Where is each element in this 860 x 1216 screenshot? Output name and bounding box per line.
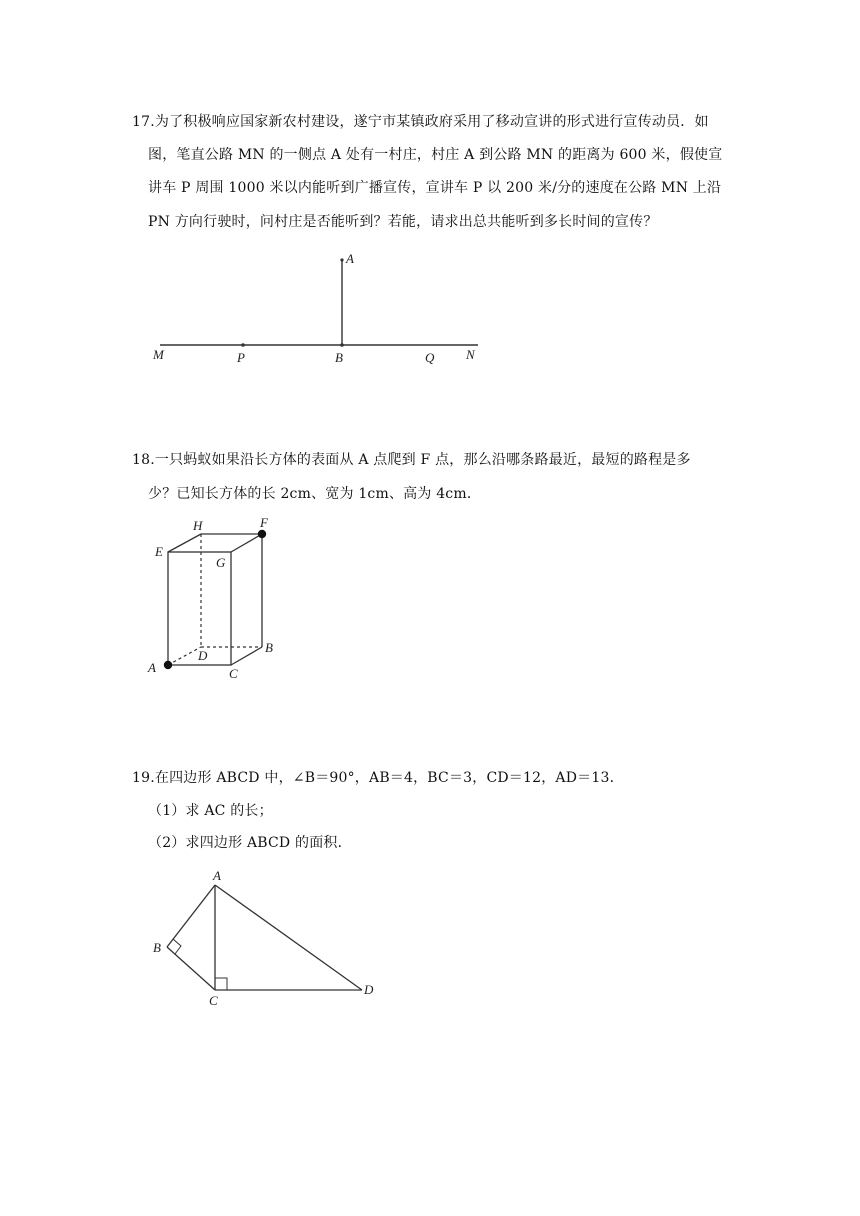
label-e: E [155,544,163,559]
label-d: D [364,982,374,997]
label-p: P [237,350,245,365]
segment-ab [167,885,215,947]
problem-19-part-2: （2）求四边形 ABCD 的面积． [148,835,352,851]
problem-18-line-2: 少？已知长方体的长 2cm、宽为 1cm、高为 4cm． [148,486,482,502]
segment-ad [215,885,362,990]
label-f: F [260,515,268,530]
label-h: H [193,518,203,533]
label-b: B [265,640,273,655]
label-d: D [198,648,208,663]
segment-bc [167,947,215,990]
label-c: C [229,666,238,681]
problem-17-number: 17. [132,114,155,130]
label-m: M [153,347,164,362]
label-b: B [335,350,343,365]
problem-18-number: 18. [132,452,155,468]
problem-19-part-1: （1）求 AC 的长； [148,803,273,819]
label-n: N [466,347,475,362]
label-g: G [216,555,226,570]
problem-17-line-3: 讲车 P 周围 1000 米以内能听到广播宣传，宣讲车 P 以 200 米/分的速度在公路 MN 上沿 [148,180,722,196]
label-a: A [148,660,156,675]
right-angle-c [215,978,227,990]
problem-18-line-1: 18.一只蚂蚁如果沿长方体的表面从 A 点爬到 F 点，那么沿哪条路最近，最短的路程是多 [132,452,691,468]
right-angle-b [173,939,181,954]
problem-17-line-2: 图，笔直公路 MN 的一侧点 A 处有一村庄，村庄 A 到公路 MN 的距离为 600 米，假使宣 [148,147,723,163]
label-a: A [346,251,354,266]
label-c: C [209,993,218,1008]
label-q: Q [425,350,435,365]
problem-19-line-1: 19.在四边形 ABCD 中，∠B＝90°，AB＝4，BC＝3，CD＝12，AD＝13． [132,770,624,786]
problem-19-number: 19. [132,770,155,786]
label-a: A [213,868,221,883]
problem-17-line-4: PN 方向行驶时，问村庄是否能听到？若能，请求出总共能听到多长时间的宣传？ [148,214,658,230]
label-b: B [153,940,161,955]
problem-17-line-1: 17.为了积极响应国家新农村建设，遂宁市某镇政府采用了移动宣讲的形式进行宣传动员．如 [132,114,709,130]
